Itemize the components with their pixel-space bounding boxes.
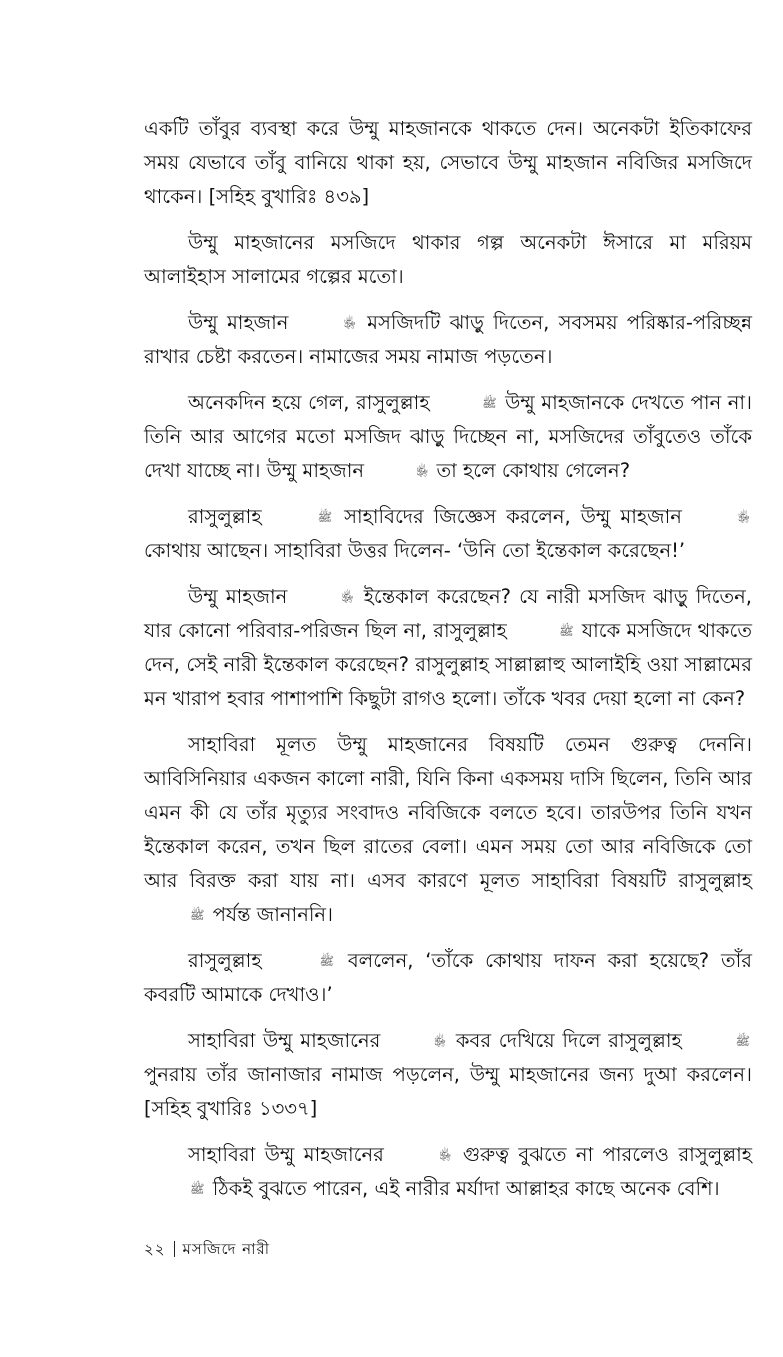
paragraph-3: উম্মু মাহজান ﵂ মসজিদটি ঝাড়ু দিতেন, সবসময় পরিষ্কার-পরিচ্ছন্ন রাখার চেষ্টা করতেন। নামাজের সময় নামাজ পড়তেন। — [144, 306, 752, 374]
paragraph-10: সাহাবিরা উম্মু মাহজানের ﵂ গুরুত্ব বুঝতে না পারলেও রাসুলুল্লাহ ﷺ ঠিকই বুঝতে পারেন, এই নারীর মর্যাদা আল্লাহর কাছে অনেক বেশি। — [144, 1138, 752, 1206]
paragraph-2: উম্মু মাহজানের মসজিদে থাকার গল্প অনেকটা ঈসারে মা মরিয়ম আলাইহাস সালামের গল্পের মতো। — [144, 231, 752, 288]
paragraph-9: সাহাবিরা উম্মু মাহজানের ﵂ কবর দেখিয়ে দিলে রাসুলুল্লাহ ﷺ পুনরায় তাঁর জানাজার নামাজ পড়লেন, উম্মু মাহজানের জন্য দুআ করলেন। [সহিহ বুখারিঃ ১৩৩৭] — [144, 1024, 752, 1126]
honorific-mark: ﵂ — [439, 1148, 452, 1162]
paragraph-6: উম্মু মাহজান ﵂ ইন্তেকাল করেছেন? যে নারী মসজিদ ঝাড়ু দিতেন, যার কোনো পরিবার-পরিজন ছিল না, রাসুলুল্লাহ ﷺ যাকে মসজিদে থাকতে দেন, সেই নারী ইন্তেকাল করেছেন? রাসুলুল্লাহ সাল্লাল্লাহু আলাইহি ওয়া সাল্লামের মন খারাপ হবার পাশাপাশি কিছুটা রাগও হলো। তাঁকে খবর দেয়া হলো না কেন? — [144, 580, 752, 716]
honorific-mark: ﵂ — [416, 464, 429, 478]
page-number: ২২ — [144, 1240, 166, 1258]
honorific-mark: ﷺ — [559, 624, 574, 638]
page-footer — [144, 1238, 270, 1260]
honorific-mark: ﷺ — [319, 954, 334, 968]
honorific-mark: ﷺ — [190, 908, 205, 922]
honorific-mark: ﷺ — [317, 510, 333, 524]
honorific-mark: ﵂ — [343, 316, 356, 330]
paragraph-1: একটি তাঁবুর ব্যবস্থা করে উম্মু মাহজানকে থাকতে দেন। অনেকটা ইতিকাফের সময় যেভাবে তাঁবু বানিয়ে থাকা হয়, সেভাবে উম্মু মাহজান নবিজির মসজিদে থাকেন। [সহিহ বুখারিঃ ৪৩৯] — [144, 117, 752, 208]
paragraph-5: রাসুলুল্লাহ ﷺ সাহাবিদের জিজ্ঞেস করলেন, উম্মু মাহজান ﵂ কোথায় আছেন। সাহাবিরা উত্তর দিলেন- ‘উনি তো ইন্তেকাল করেছেন!’ — [144, 500, 752, 568]
paragraph-7: সাহাবিরা মূলত উম্মু মাহজানের বিষয়টি তেমন গুরুত্ব দেননি। আবিসিনিয়ার একজন কালো নারী, যিনি কিনা একসময় দাসি ছিলেন, তিনি আর এমন কী যে তাঁর মৃত্যুর সংবাদও নবিজিকে বলতে হবে। তারউপর তিনি যখন ইন্তেকাল করেন, তখন ছিল রাতের বেলা। এমন সময় তো আর নবিজিকে তো আর বিরক্ত করা যায় না। এসব কারণে মূলত সাহাবিরা বিষয়টি রাসুলুল্লাহ ﷺ পর্যন্ত জানাননি। — [144, 728, 752, 932]
honorific-mark: ﷺ — [735, 1034, 750, 1048]
book-title: মসজিদে নারী — [182, 1240, 270, 1258]
honorific-mark: ﵂ — [341, 590, 354, 604]
honorific-mark: ﷺ — [190, 1182, 205, 1196]
honorific-mark: ﷺ — [482, 396, 497, 410]
paragraph-8: রাসুলুল্লাহ ﷺ বললেন, ‘তাঁকে কোথায় দাফন করা হয়েছে? তাঁর কবরটি আমাকে দেখাও।’ — [144, 944, 752, 1012]
page-body-text — [144, 112, 752, 1218]
honorific-mark: ﵂ — [737, 510, 751, 524]
paragraph-4: অনেকদিন হয়ে গেল, রাসুলুল্লাহ ﷺ উম্মু মাহজানকে দেখতে পান না। তিনি আর আগের মতো মসজিদ ঝাড়ু দিচ্ছেন না, মসজিদের তাঁবুতেও তাঁকে দেখা যাচ্ছে না। উম্মু মাহজান ﵂ তা হলে কোথায় গেলেন? — [144, 386, 752, 488]
footer-divider — [174, 1241, 175, 1257]
honorific-mark: ﵂ — [434, 1034, 447, 1048]
